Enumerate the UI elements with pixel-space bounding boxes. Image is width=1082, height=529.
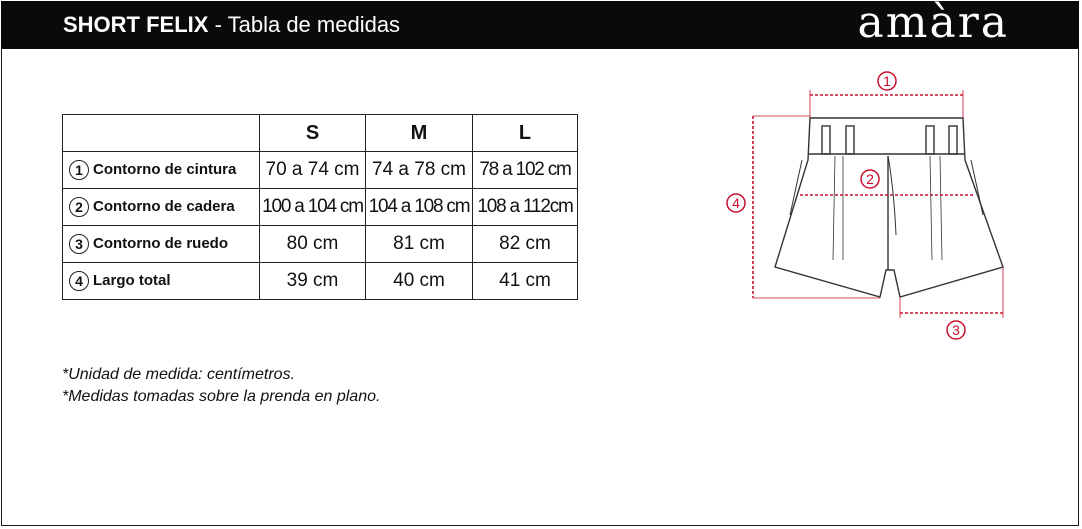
footnotes [62, 364, 380, 408]
table-cell: 100 a 104 cm [260, 189, 366, 226]
row-label-text: Contorno de ruedo [93, 234, 228, 252]
table-cell: 82 cm [473, 226, 578, 263]
table-row [63, 189, 578, 226]
marker-1 [878, 72, 896, 90]
marker-4 [727, 194, 745, 212]
marker-2-label: 2 [866, 171, 874, 187]
marker-1-label: 1 [883, 73, 891, 89]
corner-cell [63, 115, 260, 152]
row-label [63, 226, 260, 263]
table-cell: 78 a 102 cm [473, 152, 578, 189]
table-cell: 41 cm [473, 263, 578, 300]
shorts-outline [775, 118, 1003, 297]
footnote-flat: *Medidas tomadas sobre la prenda en plano. [62, 388, 381, 405]
row-label-text: Contorno de cadera [93, 197, 235, 215]
column-header-m: M [366, 115, 473, 152]
number-badge: 4 [69, 271, 89, 291]
row-label [63, 263, 260, 300]
size-table [62, 114, 578, 300]
table-cell: 70 a 74 cm [260, 152, 366, 189]
table-cell: 81 cm [366, 226, 473, 263]
table-cell: 39 cm [260, 263, 366, 300]
marker-3 [947, 321, 965, 339]
product-name: SHORT FELIX [63, 12, 209, 37]
marker-2 [861, 170, 879, 188]
row-label [63, 152, 260, 189]
marker-3-label: 3 [952, 322, 960, 338]
marker-4-label: 4 [732, 195, 740, 211]
table-cell: 104 a 108 cm [366, 189, 473, 226]
title-suffix: - Tabla de medidas [208, 12, 401, 37]
table-cell: 74 a 78 cm [366, 152, 473, 189]
row-label-text: Contorno de cintura [93, 160, 237, 178]
column-header-s: S [260, 115, 366, 152]
number-badge: 2 [69, 197, 89, 217]
measurement-lines [753, 90, 1003, 318]
row-label-text: Largo total [93, 271, 171, 289]
column-header-l: L [473, 115, 578, 152]
table-row [63, 226, 578, 263]
brand-logo: amàra [857, 0, 1009, 48]
table-header-row [63, 115, 578, 152]
page-title [63, 12, 400, 38]
shorts-diagram [720, 60, 1010, 350]
table-row [63, 152, 578, 189]
row-label [63, 189, 260, 226]
number-badge: 3 [69, 234, 89, 254]
footnote-unit: *Unidad de medida: centímetros. [62, 366, 296, 383]
number-badge: 1 [69, 160, 89, 180]
table-cell: 40 cm [366, 263, 473, 300]
table-cell: 108 a 112cm [473, 189, 578, 226]
table-row [63, 263, 578, 300]
header-bar [1, 1, 1079, 49]
table-cell: 80 cm [260, 226, 366, 263]
